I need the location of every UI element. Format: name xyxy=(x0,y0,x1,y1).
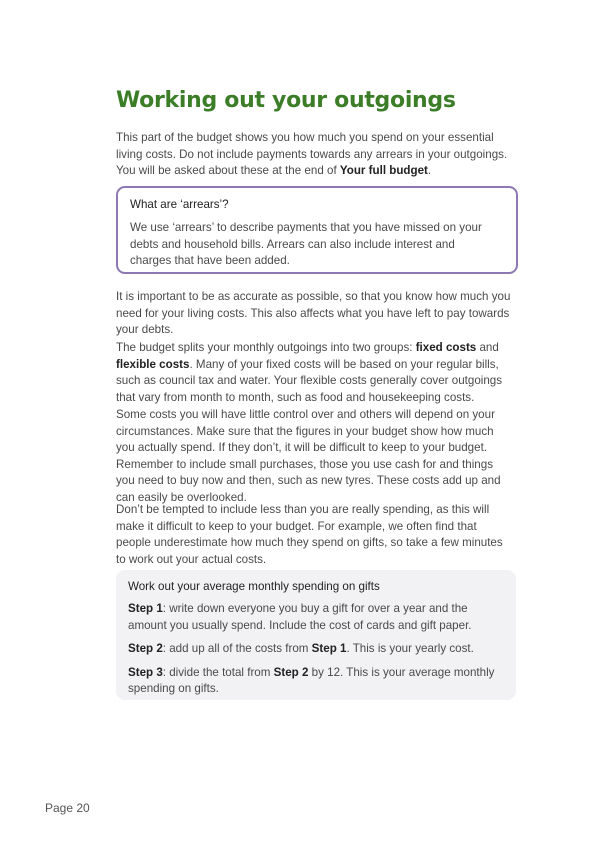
intro-bold: Your full budget xyxy=(339,164,428,178)
step-text: . This is your yearly cost. xyxy=(346,642,474,656)
step-3 xyxy=(128,665,504,698)
step-text: : divide the total from xyxy=(162,665,274,679)
intro-text: This part of the budget shows you how much you spend on your essential living costs. Do not include payments towards any arrears in your outgoings. You will be asked about these at the end of xyxy=(116,131,508,178)
groups-paragraph xyxy=(116,340,514,406)
fixed-costs-term: fixed costs xyxy=(415,341,477,354)
step-label: Step 1 xyxy=(128,602,163,615)
text: . Many of your fixed costs will be based on your regular bills, such as council tax and water. Your flexible costs generally cover outgoings that vary from month to month, such as food and housekeeping costs. xyxy=(116,357,503,404)
page-title: Working out your outgoings xyxy=(116,88,456,113)
callout-title: What are ‘arrears’? xyxy=(130,198,229,211)
step-text: : write down everyone you buy a gift for over a year and the amount you usually spend. Include the cost of cards and gift paper. xyxy=(128,602,472,632)
step-text: : add up all of the costs from xyxy=(162,642,312,656)
flexible-costs-term: flexible costs xyxy=(116,357,190,371)
page-number: Page 20 xyxy=(45,801,90,815)
callout-body: We use ‘arrears’ to describe payments that you have missed on your debts and household bills. Arrears can also include interest and charges that have been added. xyxy=(130,221,482,268)
text: and xyxy=(476,341,499,354)
text: The budget splits your monthly outgoings into two groups: xyxy=(116,341,416,354)
step-ref: Step 1 xyxy=(311,642,347,656)
arrears-callout xyxy=(116,186,518,274)
accuracy-paragraph: It is important to be as accurate as possible, so that you know how much you need for your living costs. This also affects what you have left to pay towards your debts. xyxy=(116,290,511,337)
step-ref: Step 2 xyxy=(273,665,309,679)
gift-box-title: Work out your average monthly spending on gifts xyxy=(128,580,380,593)
step-label: Step 3 xyxy=(128,665,163,679)
gift-spending-box xyxy=(116,570,516,700)
step-2 xyxy=(128,641,504,658)
intro-end: . xyxy=(427,164,432,178)
intro-paragraph xyxy=(116,130,514,180)
step-text: by 12. This is your average monthly spending on gifts. xyxy=(128,665,495,696)
tempted-paragraph: Don’t be tempted to include less than you are really spending, as this will make it difficult to keep to your budget. For example, we often find that people underestimate how much they spend on gifts, so take a few minutes to work out your actual costs. xyxy=(116,503,503,566)
control-paragraph: Some costs you will have little control over and others will depend on your circumstances. Make sure that the figures in your budget show how much you actually spend. If they don’t, it will be difficult to keep to your budget. Remember to include small purchases, those you use cash for and things you need to buy now and then, such as new tyres. These costs add up and can easily be overlooked. xyxy=(116,408,501,504)
step-1 xyxy=(128,601,504,634)
step-label: Step 2 xyxy=(128,642,163,656)
